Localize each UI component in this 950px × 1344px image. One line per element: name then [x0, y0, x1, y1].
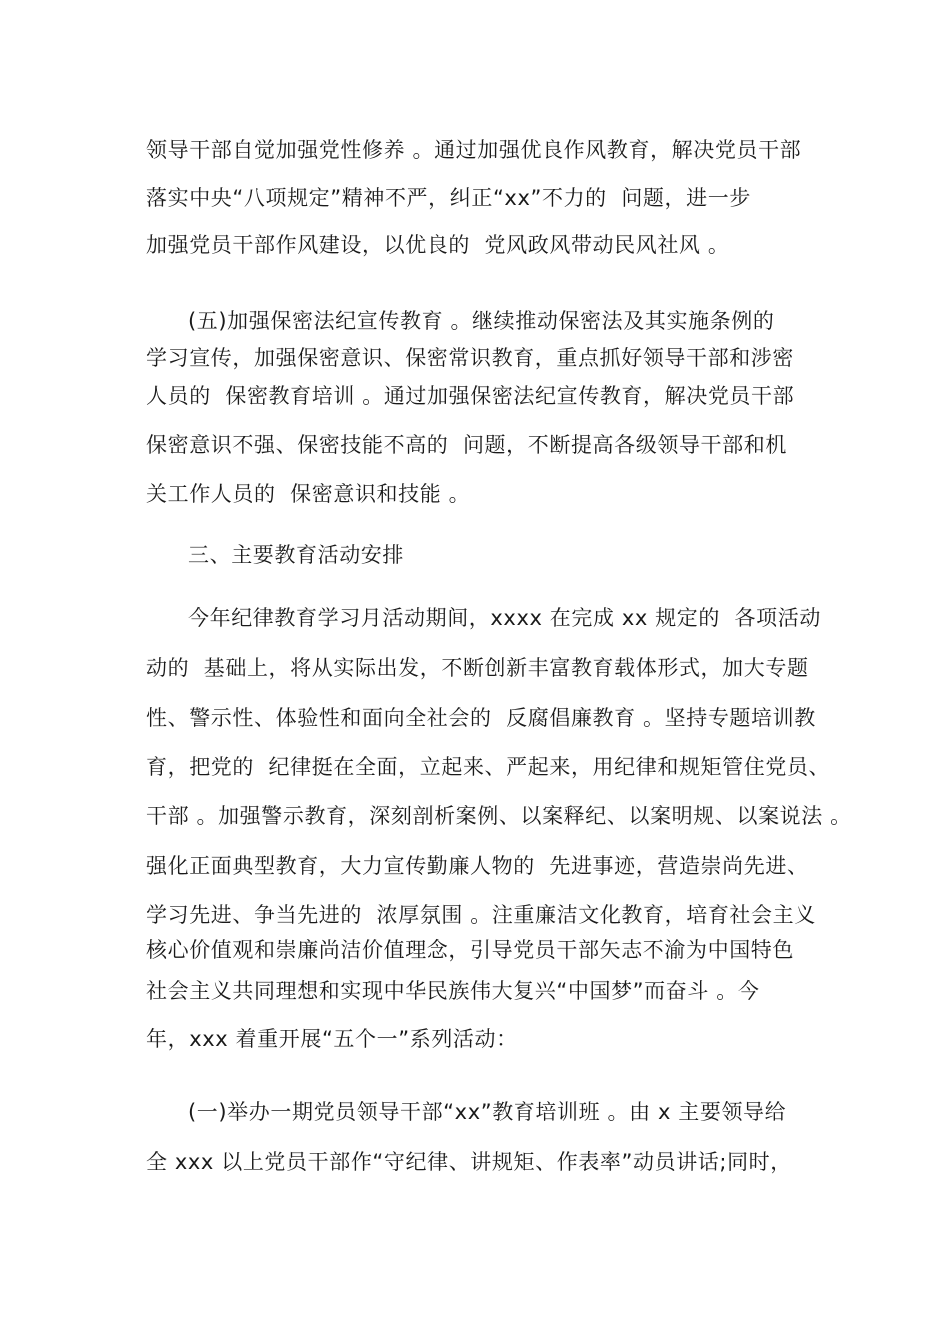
text-line: 强化正面典型教育，大力宣传勤廉人物的 先进事迹，营造崇尚先进、	[146, 854, 809, 878]
text-line: 育，把党的 纪律挺在全面，立起来、严起来，用纪律和规矩管住党员、	[146, 755, 831, 779]
text-line: 学习先进、争当先进的 浓厚氛围 。注重廉洁文化教育，培育社会主义	[146, 903, 816, 927]
text-line: (五)加强保密法纪宣传教育 。继续推动保密法及其实施条例的	[188, 309, 775, 333]
text-line: 性、警示性、体验性和面向全社会的 反腐倡廉教育 。坚持专题培训教	[146, 706, 816, 730]
text-line: 人员的 保密教育培训 。通过加强保密法纪宣传教育，解决党员干部	[146, 384, 795, 408]
text-line: 落实中央“八项规定”精神不严，纠正“xx”不力的 问题，进一步	[146, 186, 751, 210]
text-line: 年，xxx 着重开展“五个一”系列活动：	[146, 1027, 518, 1051]
text-line: 关工作人员的 保密意识和技能 。	[146, 482, 471, 506]
text-line: 领导干部自觉加强党性修养 。通过加强优良作风教育，解决党员干部	[146, 138, 802, 162]
text-line: 学习宣传，加强保密意识、保密常识教育，重点抓好领导干部和涉密	[146, 346, 794, 370]
text-line: 今年纪律教育学习月活动期间，xxxx 在完成 xx 规定的 各项活动	[188, 606, 821, 630]
text-line: 保密意识不强、保密技能不高的 问题，不断提高各级领导干部和机	[146, 433, 787, 457]
text-line: 动的 基础上，将从实际出发，不断创新丰富教育载体形式，加大专题	[146, 656, 809, 680]
text-line: 加强党员干部作风建设，以优良的 党风政风带动民风社风 。	[146, 233, 730, 257]
text-line: 干部 。加强警示教育，深刻剖析案例、以案释纪、以案明规、以案说法 。	[146, 804, 852, 828]
text-line: 全 xxx 以上党员干部作“守纪律、讲规矩、作表率”动员讲话;同时，	[146, 1150, 792, 1174]
text-line: 核心价值观和崇廉尚洁价值理念，引导党员干部矢志不渝为中国特色	[146, 938, 794, 962]
text-line: 社会主义共同理想和实现中华民族伟大复兴“中国梦”而奋斗 。今	[146, 979, 760, 1003]
section-heading: 三、主要教育活动安排	[188, 543, 404, 567]
text-line: (一)举办一期党员领导干部“xx”教育培训班 。由 x 主要领导给	[188, 1100, 787, 1124]
